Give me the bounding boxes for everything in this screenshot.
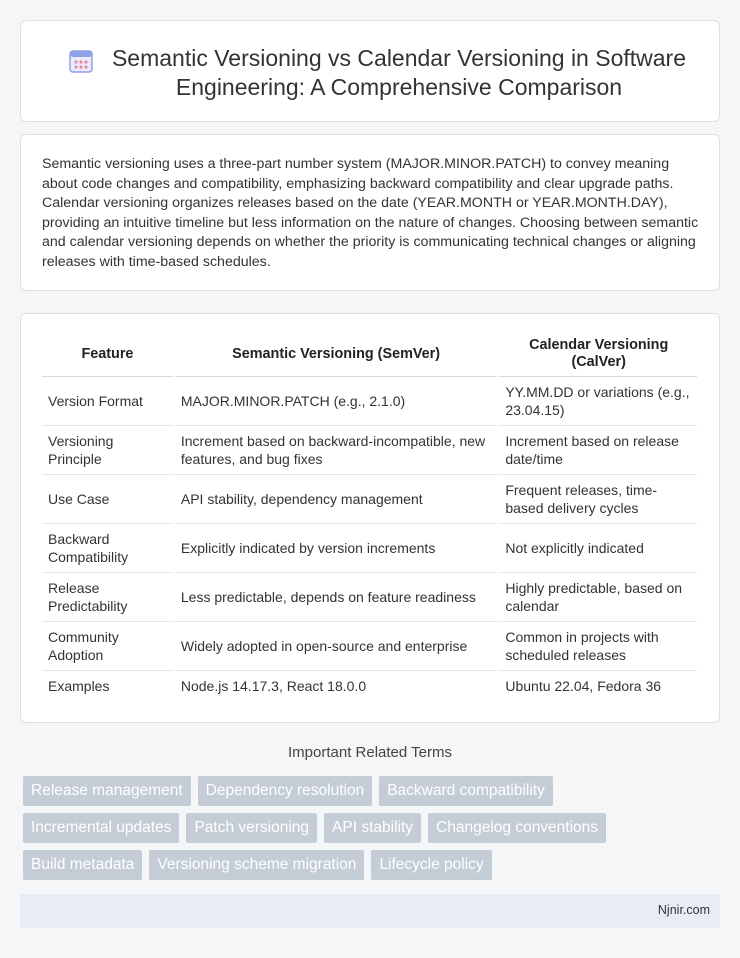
tag-build-metadata[interactable]: Build metadata (23, 850, 142, 880)
intro-card (20, 134, 720, 291)
table-row (42, 425, 698, 474)
row-feature: Use Case (42, 474, 174, 523)
calendar-icon (67, 47, 95, 75)
tag-api-stability[interactable]: API stability (324, 813, 421, 843)
tag-row (23, 813, 683, 843)
row-feature: Examples (42, 670, 174, 702)
table-row (42, 621, 698, 670)
tag-row (23, 776, 683, 806)
title-card (20, 20, 720, 122)
row-feature: Community Adoption (42, 621, 174, 670)
header-calver: Calendar Versioning (CalVer) (498, 333, 698, 376)
row-semver: Increment based on backward-incompatible, new features, and bug fixes (174, 425, 498, 474)
footer (20, 894, 720, 928)
row-calver: Increment based on release date/time (498, 425, 698, 474)
row-semver: Node.js 14.17.3, React 18.0.0 (174, 670, 498, 702)
page-title: Semantic Versioning vs Calendar Versioning in Software Engineering: A Comprehensive Comparison (111, 45, 687, 100)
row-calver: Ubuntu 22.04, Fedora 36 (498, 670, 698, 702)
tag-dependency-resolution[interactable]: Dependency resolution (198, 776, 373, 806)
tag-incremental-updates[interactable]: Incremental updates (23, 813, 179, 843)
footer-site-link[interactable]: Njnir.com (657, 903, 710, 917)
tag-row (23, 850, 683, 880)
related-terms-tags (23, 776, 683, 887)
row-calver: Highly predictable, based on calendar (498, 572, 698, 621)
tag-lifecycle-policy[interactable]: Lifecycle policy (371, 850, 491, 880)
row-calver: Not explicitly indicated (498, 523, 698, 572)
comparison-table-card (20, 313, 720, 723)
row-semver: Less predictable, depends on feature readiness (174, 572, 498, 621)
tag-release-management[interactable]: Release management (23, 776, 191, 806)
table-header-row (42, 333, 698, 376)
header-semver: Semantic Versioning (SemVer) (174, 333, 498, 376)
table-row (42, 523, 698, 572)
row-feature: Release Predictability (42, 572, 174, 621)
row-feature: Versioning Principle (42, 425, 174, 474)
row-calver: Frequent releases, time-based delivery cycles (498, 474, 698, 523)
tag-patch-versioning[interactable]: Patch versioning (186, 813, 317, 843)
tag-backward-compatibility[interactable]: Backward compatibility (379, 776, 553, 806)
table-row (42, 572, 698, 621)
tag-changelog-conventions[interactable]: Changelog conventions (428, 813, 606, 843)
row-semver: Explicitly indicated by version increments (174, 523, 498, 572)
table-row (42, 474, 698, 523)
row-calver: YY.MM.DD or variations (e.g., 23.04.15) (498, 376, 698, 425)
table-row (42, 376, 698, 425)
table-row (42, 670, 698, 702)
row-calver: Common in projects with scheduled releases (498, 621, 698, 670)
comparison-table (42, 333, 699, 702)
intro-paragraph: Semantic versioning uses a three-part number system (MAJOR.MINOR.PATCH) to convey meaning about code changes and compatibility, emphasizing backward compatibility and clear upgrade paths. Calendar versioning organizes releases based on the date (YEAR.MONTH or YEAR.MONTH.DAY), providing an intuitive timeline but less information on the nature of changes. Choosing between semantic and calendar versioning depends on whether the priority is communicating technical changes or aligning releases with time-based schedules. (42, 156, 699, 270)
header-feature: Feature (42, 333, 174, 376)
row-semver: Widely adopted in open-source and enterprise (174, 621, 498, 670)
tag-versioning-scheme-migration[interactable]: Versioning scheme migration (149, 850, 364, 880)
row-feature: Backward Compatibility (42, 523, 174, 572)
related-terms-heading: Important Related Terms (288, 744, 452, 761)
row-semver: API stability, dependency management (174, 474, 498, 523)
row-semver: MAJOR.MINOR.PATCH (e.g., 2.1.0) (174, 376, 498, 425)
row-feature: Version Format (42, 376, 174, 425)
